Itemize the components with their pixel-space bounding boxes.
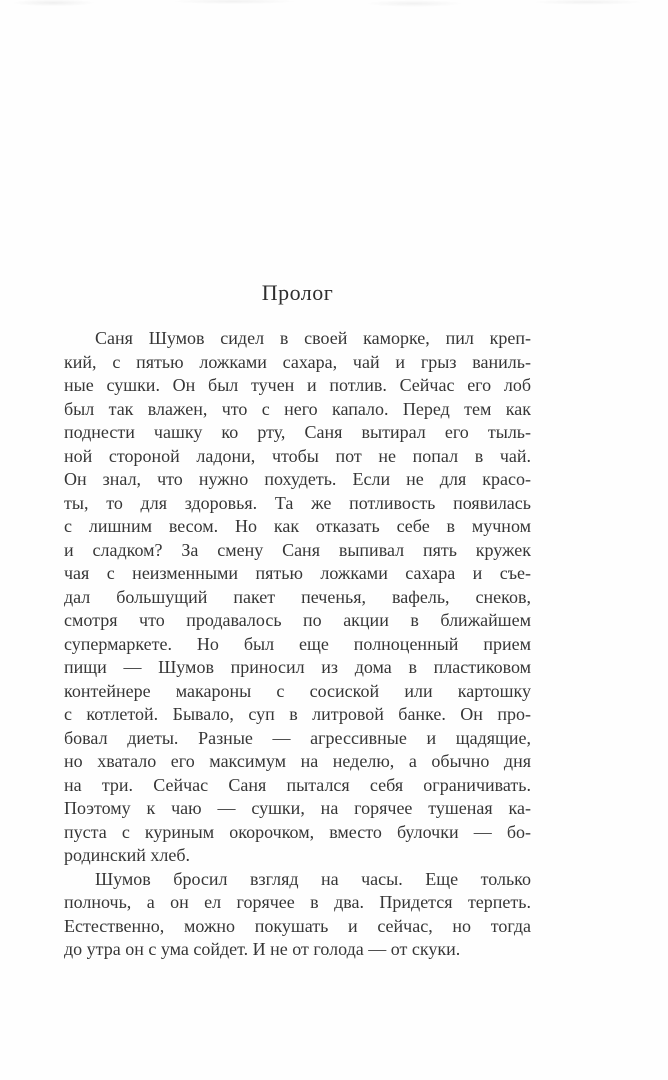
text-line: чая с неизменными пятью ложками сахара и съе-: [64, 563, 531, 583]
text-line: родинский хлеб.: [64, 845, 191, 865]
text-line: но хватало его максимум на неделю, а обычно дня: [64, 751, 531, 771]
text-line: с лишним весом. Но как отказать себе в мучном: [64, 516, 531, 536]
text-line: смотря что продавалось по акции в ближайшем: [64, 610, 531, 630]
text-line: поднести чашку ко рту, Саня вытирал его тыль-: [64, 422, 531, 442]
text-line: до утра он с ума сойдет. И не от голода — от скуки.: [64, 939, 461, 959]
text-line: ты, то для здоровья. Та же потливость появилась: [64, 492, 531, 513]
text-block: [64, 327, 531, 962]
text-line: Естественно, можно покушать и сейчас, но тогда: [64, 915, 531, 936]
text-line: пищи — Шумов приносил из дома в пластиковом: [64, 657, 531, 677]
text-line: Шумов бросил взгляд на часы. Еще только: [95, 868, 531, 889]
text-line: контейнере макароны с сосиской или картошку: [64, 680, 531, 701]
text-line: ные сушки. Он был тучен и потлив. Сейчас его лоб: [64, 375, 531, 395]
text-line: кий, с пятью ложками сахара, чай и грыз ваниль-: [64, 351, 531, 372]
text-column: [64, 280, 531, 962]
text-line: ной стороной ладони, чтобы пот не попал в чай.: [64, 445, 531, 466]
scan-artifacts: [0, 0, 668, 14]
paragraph: [64, 868, 531, 962]
text-line: полночь, а он ел горячее в два. Придется терпеть.: [64, 892, 531, 912]
text-line: был так влажен, что с него капало. Перед тем как: [64, 398, 531, 419]
text-line: супермаркете. Но был еще полноценный прием: [64, 633, 531, 654]
text-line: дал большущий пакет печенья, вафель, снеков,: [64, 586, 531, 607]
text-line: на три. Сейчас Саня пытался себя ограничивать.: [64, 774, 531, 795]
chapter-title: Пролог: [261, 280, 334, 305]
text-line: бовал диеты. Разные — агрессивные и щадящие,: [64, 727, 531, 748]
text-line: пуста с куриным окорочком, вместо булочки — бо-: [64, 821, 531, 842]
paragraph: [64, 327, 531, 868]
text-line: Он знал, что нужно похудеть. Если не для красо-: [64, 469, 531, 489]
text-line: и сладком? За смену Саня выпивал пять кружек: [64, 539, 531, 560]
text-line: Саня Шумов сидел в своей каморке, пил креп-: [95, 328, 531, 348]
text-line: с котлетой. Бывало, суп в литровой банке. Он про-: [64, 704, 531, 724]
text-line: Поэтому к чаю — сушки, на горячее тушеная ка-: [64, 798, 531, 818]
